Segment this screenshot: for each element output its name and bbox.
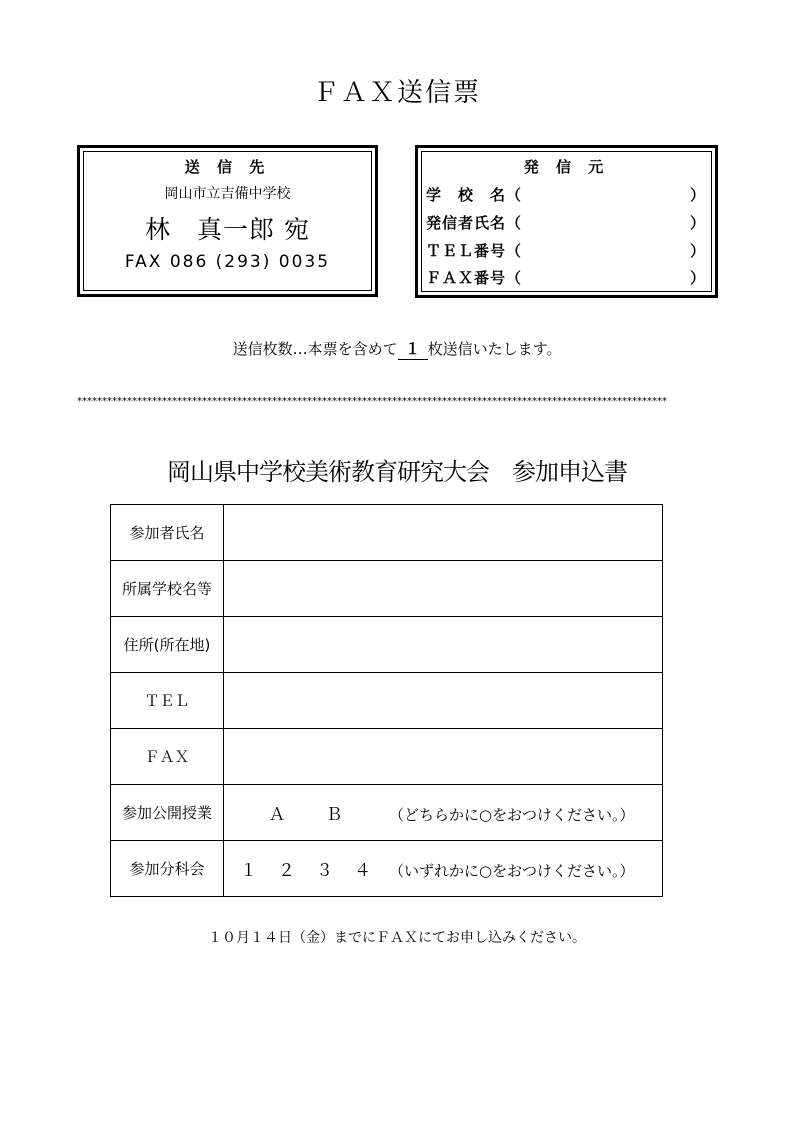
sender-fax-row[interactable] (426, 267, 705, 289)
sender-fax-label: ＦＡＸ番号（ (426, 269, 523, 287)
sheet-count-line (0, 338, 794, 360)
participant-name-field[interactable] (224, 505, 663, 561)
fax-label: ＦＡＸ (111, 729, 224, 785)
address-field[interactable] (224, 617, 663, 673)
tel-field[interactable] (224, 673, 663, 729)
table-row (111, 505, 663, 561)
open-lesson-note: （どちらかに○をおつけください。） (389, 806, 635, 824)
recipient-name: 林 真一郎 宛 (145, 215, 310, 244)
sender-tel-label: ＴＥＬ番号（ (426, 242, 523, 260)
sender-school-label: 学 校 名（ (426, 186, 523, 204)
address-label: 住所(所在地) (111, 617, 224, 673)
session-options[interactable]: １ ２ ３ ４ (240, 861, 373, 881)
sender-tel-close: ） (689, 242, 705, 260)
table-row (111, 785, 663, 841)
participant-name-label: 参加者氏名 (111, 505, 224, 561)
sheet-count-value[interactable]: １ (398, 338, 428, 360)
table-row (111, 841, 663, 897)
table-row (111, 617, 663, 673)
recipient-box (77, 145, 378, 297)
fax-field[interactable] (224, 729, 663, 785)
open-lesson-options[interactable]: Ａ Ｂ (268, 805, 345, 825)
sender-school-close: ） (689, 186, 705, 204)
recipient-heading: 送 信 先 (184, 158, 271, 176)
sender-name-label: 発信者氏名（ (426, 214, 523, 232)
recipient-school: 岡山市立吉備中学校 (164, 186, 291, 202)
application-form-table (110, 504, 663, 897)
sender-fax-close: ） (689, 269, 705, 287)
table-row (111, 561, 663, 617)
open-lesson-field[interactable] (224, 785, 663, 841)
page-title: ＦＡＸ送信票 (312, 78, 481, 108)
sender-school-row[interactable] (426, 184, 705, 206)
deadline-note: １０月１４日（金）までにＦＡＸにてお申し込みください。 (208, 930, 586, 946)
recipient-fax: FAX 086 (293) 0035 (124, 252, 331, 272)
table-row (111, 673, 663, 729)
sheet-count-suffix: 枚送信いたします。 (427, 340, 562, 358)
tel-label: ＴＥＬ (111, 673, 224, 729)
sender-tel-row[interactable] (426, 240, 705, 262)
school-affiliation-field[interactable] (224, 561, 663, 617)
sender-name-row[interactable] (426, 212, 705, 234)
sender-box (415, 145, 718, 298)
school-affiliation-label: 所属学校名等 (111, 561, 224, 617)
form-title: 岡山県中学校美術教育研究大会 参加申込書 (167, 458, 627, 486)
session-note: （いずれかに○をおつけください。） (389, 862, 635, 880)
sheet-count-prefix: 送信枚数…本票を含めて (232, 340, 398, 358)
session-field[interactable] (224, 841, 663, 897)
sender-name-close: ） (689, 214, 705, 232)
sender-heading: 発 信 元 (523, 158, 610, 176)
open-lesson-label: 参加公開授業 (111, 785, 224, 841)
session-label: 参加分科会 (111, 841, 224, 897)
cut-divider: ********************************************************************************************************************** (77, 396, 667, 407)
table-row (111, 729, 663, 785)
